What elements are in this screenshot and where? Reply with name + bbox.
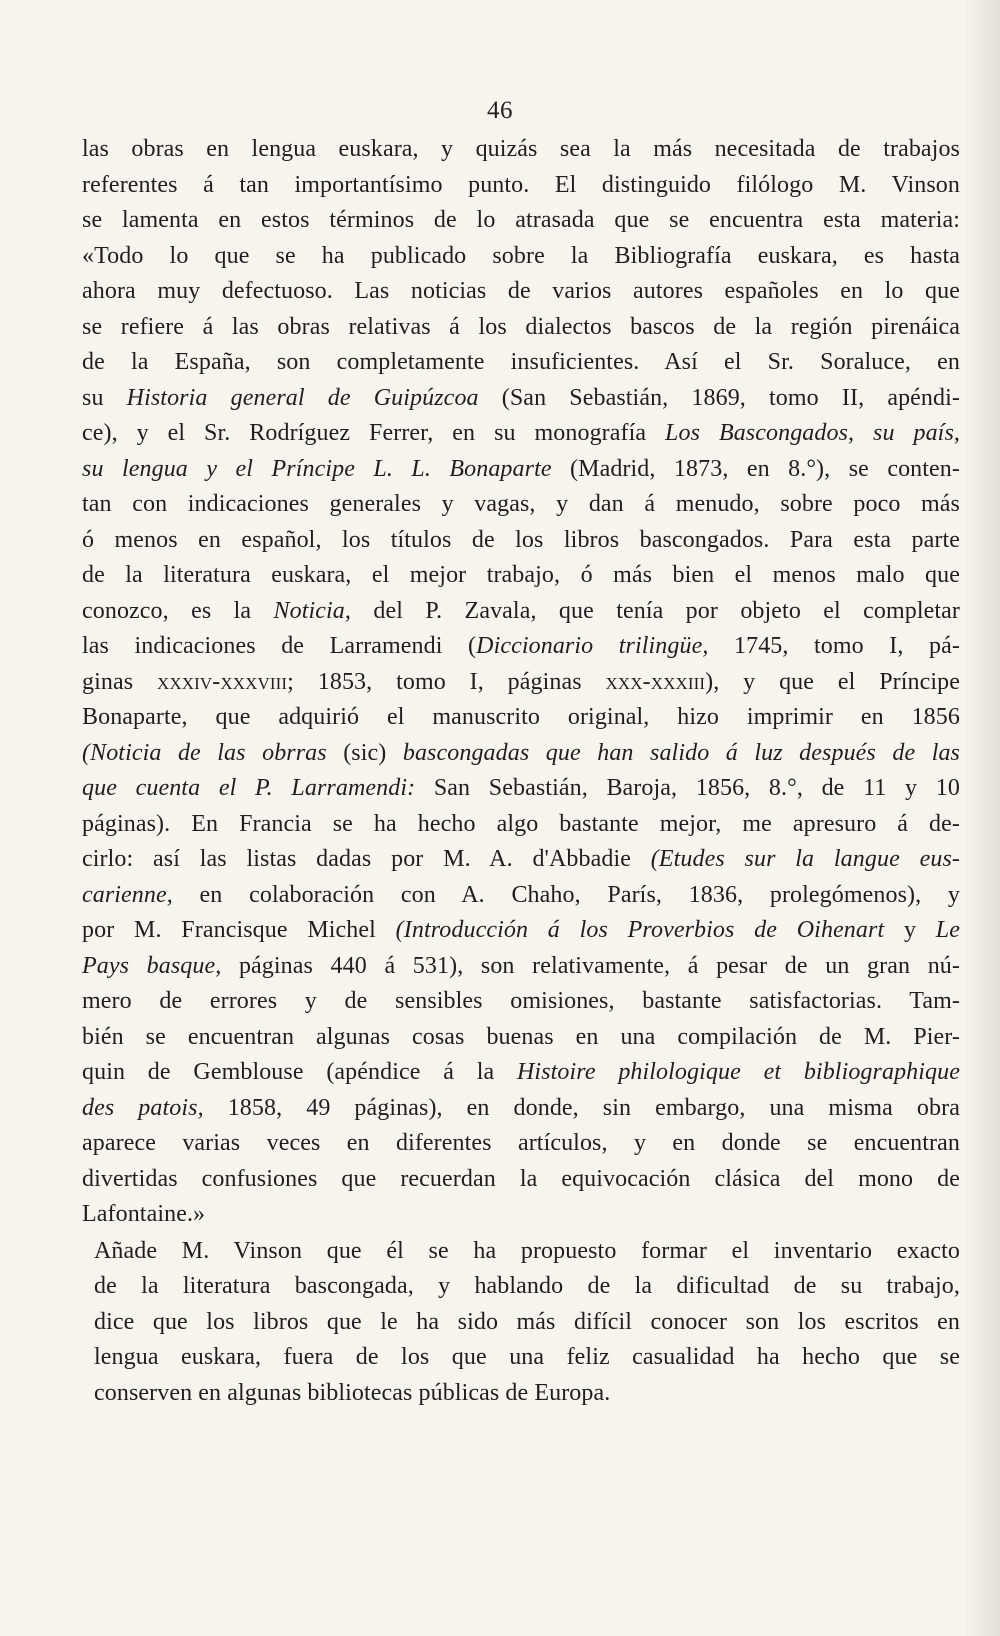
text-segment: divertidas confusiones que recuerdan la equivocación clásica del mono de [82, 1165, 960, 1192]
text-line [82, 203, 960, 239]
text-line [82, 878, 960, 914]
italic-text: (Introducción á los Proverbios de Oihenart [395, 917, 885, 943]
text-segment: y [884, 917, 936, 943]
text-line [82, 1162, 960, 1198]
text-line [82, 913, 960, 949]
text-segment: bién se encuentran algunas cosas buenas en una compilación de M. Pier- [82, 1023, 960, 1050]
text-segment: lengua euskara, fuera de los que una feliz casualidad ha hecho que se [94, 1344, 960, 1370]
text-segment: páginas 440 á 531), son relativamente, á pesar de un gran nú- [221, 952, 960, 979]
text-line [82, 736, 960, 772]
text-line [82, 949, 960, 985]
italic-text: des patois, [82, 1094, 204, 1121]
text-segment: de la literatura bascongada, y hablando de la dificultad de su trabajo, [94, 1273, 960, 1299]
text-segment: en colaboración con A. Chaho, París, 1836, prolegómenos), y [172, 881, 960, 908]
text-segment: «Todo lo que se ha publicado sobre la Bibliografía euskara, es hasta [82, 242, 960, 269]
text-segment: las indicaciones de Larramendi ( [82, 633, 477, 659]
text-line [82, 168, 960, 204]
italic-text: Diccionario trilingüe, [476, 633, 709, 659]
text-segment: ahora muy defectuoso. Las noticias de varios autores españoles en lo que [82, 278, 960, 304]
text-line [82, 558, 960, 594]
text-segment: Añade M. Vinson que él se ha propuesto formar el inventario exacto [94, 1237, 960, 1264]
small-caps-text: xxxiv-xxxviii [157, 668, 288, 695]
text-line [82, 1340, 960, 1376]
text-segment: de la España, son completamente insuficientes. Así el Sr. Soraluce, en [82, 349, 960, 375]
italic-text: Histoire philologique et bibliographique [517, 1059, 960, 1085]
italic-text: Los Bascongados, su país, [665, 420, 960, 446]
text-segment: quin de Gemblouse (apéndice á la [82, 1059, 517, 1085]
text-line [82, 1234, 960, 1270]
text-segment: San Sebastián, Baroja, 1856, 8.°, de 11 y 10 [415, 775, 961, 801]
text-line [82, 381, 960, 417]
text-segment: se lamenta en estos términos de lo atrasada que se encuentra esta materia: [82, 207, 960, 233]
italic-text: (Noticia de las obrras [82, 739, 327, 766]
text-segment: cirlo: así las listas dadas por M. A. d'Abbadie [82, 846, 651, 872]
text-segment: las obras en lengua euskara, y quizás sea la más necesitada de trabajos [82, 136, 960, 162]
text-line [82, 310, 960, 346]
text-segment: de la literatura euskara, el mejor trabajo, ó más bien el menos malo que [82, 562, 960, 588]
text-segment: ginas [82, 668, 157, 695]
text-line [82, 842, 960, 878]
text-segment: (Madrid, 1873, en 8.°), se conten- [551, 455, 960, 482]
text-segment: conozco, es la [82, 597, 274, 624]
text-line [82, 700, 960, 736]
italic-text: carienne, [82, 881, 173, 908]
text-segment: 1858, 49 páginas), en donde, sin embargo, una misma obra [203, 1094, 960, 1121]
text-line [82, 665, 960, 701]
text-line [82, 132, 960, 168]
text-segment: Bonaparte, que adquirió el manuscrito original, hizo imprimir en 1856 [82, 704, 960, 730]
text-line [82, 487, 960, 523]
text-segment: dice que los libros que le ha sido más difícil conocer son los escritos en [94, 1308, 960, 1335]
text-segment: ce), y el Sr. Rodríguez Ferrer, en su monografía [82, 420, 666, 446]
text-segment: referentes á tan importantísimo punto. El distinguido filólogo M. Vinson [82, 171, 960, 198]
text-segment: (San Sebastián, 1869, tomo II, apéndi- [478, 384, 960, 411]
text-line [82, 1269, 960, 1305]
text-line [82, 239, 960, 275]
text-segment: páginas). En Francia se ha hecho algo bastante mejor, me apresuro á de- [82, 810, 960, 837]
page-body [82, 132, 960, 1411]
small-caps-text: xxx-xxxiii [605, 668, 706, 695]
italic-text: su lengua y el Príncipe L. L. Bonaparte [82, 455, 552, 482]
text-segment: del P. Zavala, que tenía por objeto el completar [351, 597, 960, 624]
italic-text: Noticia, [273, 597, 351, 624]
text-segment: (sic) [326, 739, 403, 766]
text-line [82, 1020, 960, 1056]
text-segment: ó menos en español, los títulos de los libros bascongados. Para esta parte [82, 526, 960, 553]
text-segment: mero de errores y de sensibles omisiones, bastante satisfactorias. Tam- [82, 988, 960, 1014]
text-segment: tan con indicaciones generales y vagas, y dan á menudo, sobre poco más [82, 491, 960, 517]
italic-text: bascongadas que han salido á luz después de las [402, 739, 960, 766]
text-line [82, 1091, 960, 1127]
text-line [82, 771, 960, 807]
text-segment: ), y que el Príncipe [705, 668, 960, 695]
text-segment: su [82, 384, 127, 411]
text-segment: se refiere á las obras relativas á los dialectos bascos de la región pirenáica [82, 313, 960, 340]
italic-text: Historia general de Guipúzcoa [126, 384, 479, 411]
text-line [82, 1376, 960, 1412]
page-number: 46 [487, 97, 513, 124]
text-segment: conserven en algunas bibliotecas públicas de Europa. [94, 1379, 611, 1406]
paragraph [82, 1234, 960, 1412]
text-segment: Lafontaine.» [82, 1201, 206, 1227]
text-line [82, 416, 960, 452]
italic-text: Le [935, 917, 960, 943]
text-line [82, 594, 960, 630]
text-line [82, 1305, 960, 1341]
text-segment: ; 1853, tomo I, páginas [287, 668, 606, 695]
italic-text: que cuenta el P. Larramendi: [82, 775, 416, 801]
text-line [82, 274, 960, 310]
text-line [82, 523, 960, 559]
text-segment: por M. Francisque Michel [82, 917, 396, 943]
text-line [82, 1197, 960, 1233]
text-line [82, 984, 960, 1020]
text-segment: 1745, tomo I, pá- [708, 633, 960, 659]
italic-text: Pays basque, [82, 952, 222, 979]
text-line [82, 1126, 960, 1162]
text-line [82, 345, 960, 381]
text-segment: aparece varias veces en diferentes artículos, y en donde se encuentran [82, 1130, 960, 1156]
text-line [82, 629, 960, 665]
italic-text: (Etudes sur la langue eus- [650, 846, 960, 872]
text-line [82, 452, 960, 488]
text-line [82, 1055, 960, 1091]
paragraph [82, 132, 960, 1233]
text-line [82, 807, 960, 843]
